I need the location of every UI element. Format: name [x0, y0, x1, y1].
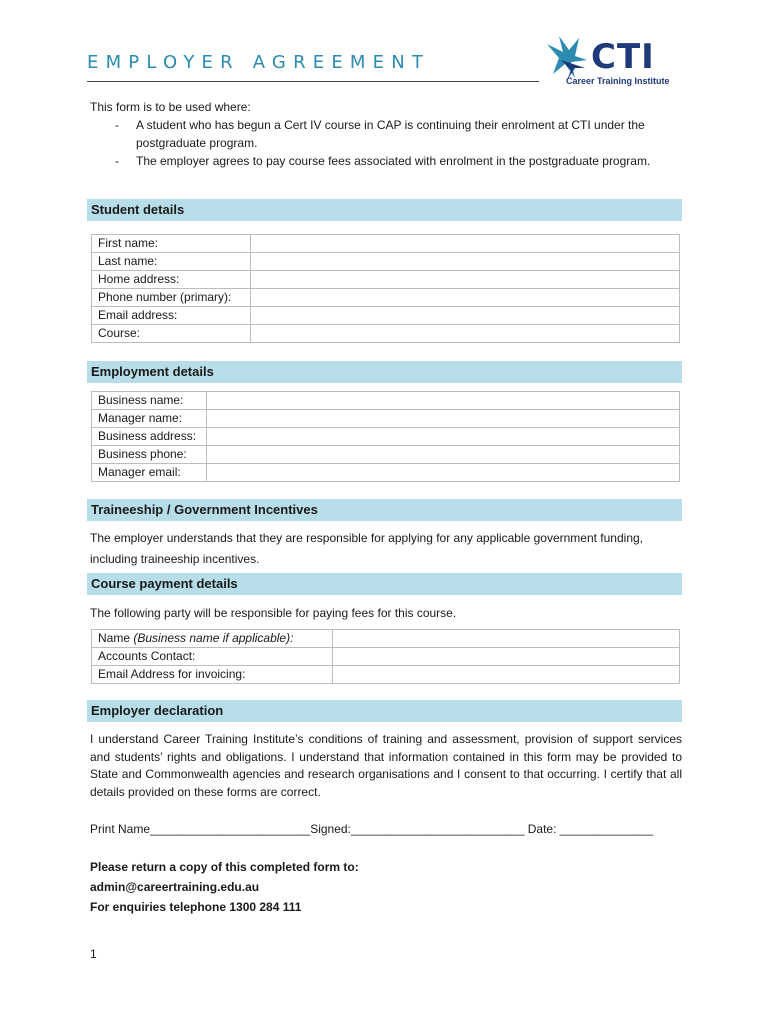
section-heading-employment-details: Employment details — [87, 361, 682, 383]
return-instruction: Please return a copy of this completed form to: — [90, 860, 359, 874]
logo-subtitle: Career Training Institute — [566, 76, 670, 86]
enquiries-phone: For enquiries telephone 1300 284 111 — [90, 900, 302, 914]
field-label: Email Address for invoicing: — [92, 666, 333, 684]
course-payment-text: The following party will be responsible for paying fees for this course. — [90, 606, 457, 620]
home-address-input[interactable] — [251, 271, 680, 289]
invoice-email-input[interactable] — [333, 666, 680, 684]
field-label: Home address: — [92, 271, 251, 289]
phone-number-input[interactable] — [251, 289, 680, 307]
employment-details-table — [91, 391, 680, 482]
intro-block — [90, 98, 680, 170]
first-name-input[interactable] — [251, 235, 680, 253]
business-phone-input[interactable] — [207, 446, 680, 464]
section-heading-declaration: Employer declaration — [87, 700, 682, 722]
field-label: First name: — [92, 235, 251, 253]
declaration-text: I understand Career Training Institute’s conditions of training and assessment, provision of support services and students’ rights and obligations. I understand that information contained in this form may be provided to State and Commonwealth agencies and research organisations and I consent to that occurring. I certify that all details provided on these forms are correct. — [90, 732, 682, 799]
manager-name-input[interactable] — [207, 410, 680, 428]
course-input[interactable] — [251, 325, 680, 343]
field-label: Last name: — [92, 253, 251, 271]
payer-name-input[interactable] — [333, 630, 680, 648]
course-payment-table — [91, 629, 680, 684]
section-heading-traineeship: Traineeship / Government Incentives — [87, 499, 682, 521]
page-title: EMPLOYER AGREEMENT — [87, 52, 431, 73]
business-name-input[interactable] — [207, 392, 680, 410]
page-number: 1 — [90, 947, 97, 961]
name-hint: (Business name if applicable): — [133, 631, 294, 645]
traineeship-text: The employer understands that they are responsible for applying for any applicable government funding, including traineeship incentives. — [90, 531, 644, 566]
field-label: Business phone: — [92, 446, 207, 464]
name-label: Name — [98, 631, 131, 645]
accounts-contact-input[interactable] — [333, 648, 680, 666]
section-heading-student-details: Student details — [87, 199, 682, 221]
logo-star-shape — [547, 36, 587, 78]
field-label: Business name: — [92, 392, 207, 410]
business-address-input[interactable] — [207, 428, 680, 446]
field-label: Manager name: — [92, 410, 207, 428]
intro-bullet: - The employer agrees to pay course fees associated with enrolment in the postgraduate program. — [90, 152, 680, 170]
logo-text: CTI — [591, 37, 655, 77]
return-email[interactable]: admin@careertraining.edu.au — [90, 880, 260, 894]
intro-bullet: - A student who has begun a Cert IV course in CAP is continuing their enrolment at CTI under the postgraduate program. — [90, 116, 680, 152]
email-address-input[interactable] — [251, 307, 680, 325]
field-label: Course: — [92, 325, 251, 343]
field-label: Phone number (primary): — [92, 289, 251, 307]
student-details-table — [91, 234, 680, 343]
title-underline — [87, 81, 539, 82]
signature-line[interactable]: Print Name________________________Signed:__________________________ Date: ______________ — [90, 822, 654, 836]
section-heading-course-payment: Course payment details — [87, 573, 682, 595]
field-label: Manager email: — [92, 464, 207, 482]
last-name-input[interactable] — [251, 253, 680, 271]
intro-bullet-list — [90, 116, 680, 170]
field-label-name — [92, 630, 333, 648]
field-label: Business address: — [92, 428, 207, 446]
field-label: Email address: — [92, 307, 251, 325]
intro-lead: This form is to be used where: — [90, 100, 251, 114]
manager-email-input[interactable] — [207, 464, 680, 482]
field-label: Accounts Contact: — [92, 648, 333, 666]
